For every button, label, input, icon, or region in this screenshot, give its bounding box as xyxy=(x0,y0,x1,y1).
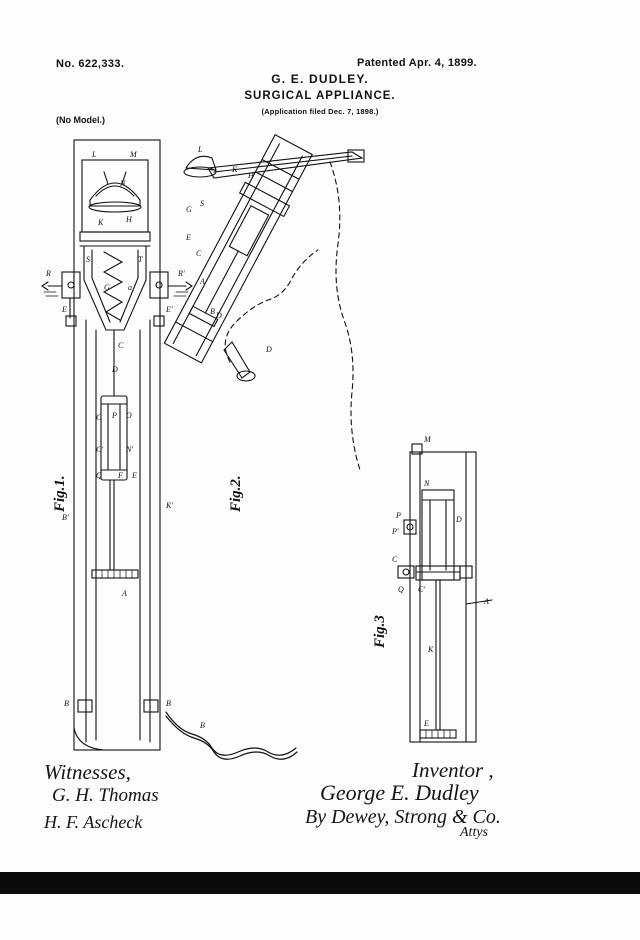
svg-text:N': N' xyxy=(126,445,134,454)
svg-text:N: N xyxy=(424,479,430,488)
witnesses-heading: Witnesses, xyxy=(44,760,131,784)
svg-text:a: a xyxy=(128,283,132,292)
svg-text:O: O xyxy=(126,411,132,420)
svg-text:G: G xyxy=(186,205,192,214)
patent-number: No. 622,333. xyxy=(56,58,125,70)
svg-text:Q: Q xyxy=(398,585,404,594)
svg-text:L: L xyxy=(92,150,97,159)
svg-text:E: E xyxy=(186,233,191,242)
svg-text:P: P xyxy=(112,411,117,420)
svg-text:G: G xyxy=(104,283,110,292)
svg-text:C: C xyxy=(96,413,102,422)
svg-text:B': B' xyxy=(62,513,69,522)
svg-text:T: T xyxy=(138,255,143,264)
svg-text:K: K xyxy=(428,645,434,654)
svg-text:C': C' xyxy=(418,585,426,594)
svg-text:C: C xyxy=(118,341,124,350)
svg-text:D: D xyxy=(216,311,222,320)
svg-text:D: D xyxy=(112,365,118,374)
svg-text:P: P xyxy=(396,511,401,520)
attorney-title: Attys xyxy=(460,825,488,840)
svg-text:A: A xyxy=(122,589,127,598)
svg-text:K: K xyxy=(232,165,238,174)
svg-text:C: C xyxy=(196,249,202,258)
svg-text:D: D xyxy=(456,515,462,524)
svg-text:E: E xyxy=(62,305,67,314)
svg-text:K: K xyxy=(98,218,104,227)
no-model-note: (No Model.) xyxy=(56,115,105,125)
svg-text:S: S xyxy=(86,255,90,264)
svg-text:H: H xyxy=(126,215,132,224)
svg-text:C: C xyxy=(392,555,398,564)
svg-text:H: H xyxy=(248,171,254,180)
svg-text:R': R' xyxy=(178,269,185,278)
svg-text:S: S xyxy=(200,199,204,208)
figure-3-drawing xyxy=(398,444,492,742)
page-footer-bar xyxy=(0,872,640,894)
svg-text:E': E' xyxy=(166,305,173,314)
svg-text:N: N xyxy=(120,179,126,188)
svg-text:P': P' xyxy=(392,527,399,536)
patent-date: Patented Apr. 4, 1899. xyxy=(357,57,477,69)
svg-text:B: B xyxy=(64,699,69,708)
svg-text:B: B xyxy=(210,307,215,316)
svg-text:R: R xyxy=(46,269,51,278)
inventor-name-header: G. E. DUDLEY. xyxy=(271,72,369,86)
figure-1-reference-letters xyxy=(45,150,205,730)
witness-signature-1: G. H. Thomas xyxy=(52,785,159,806)
svg-text:Q: Q xyxy=(96,471,102,480)
svg-text:D: D xyxy=(266,345,272,354)
figure-2-drawing xyxy=(161,133,364,470)
svg-text:K': K' xyxy=(166,501,174,510)
figure-3-label: Fig.3 xyxy=(372,615,388,648)
attorney-by-line: By Dewey, Strong & Co. xyxy=(305,806,501,828)
svg-text:E: E xyxy=(424,719,429,728)
patent-title: SURGICAL APPLIANCE. xyxy=(244,90,396,102)
svg-text:M: M xyxy=(130,150,137,159)
svg-text:M: M xyxy=(424,435,431,444)
figure-1-label: Fig.1. xyxy=(52,475,68,512)
figure-2-label: Fig.2. xyxy=(228,475,244,512)
svg-text:F: F xyxy=(118,471,123,480)
application-filed-line: (Application filed Dec. 7, 1898.) xyxy=(261,107,379,116)
svg-text:L: L xyxy=(198,145,203,154)
svg-text:B: B xyxy=(200,721,205,730)
svg-text:A: A xyxy=(484,597,489,606)
svg-text:A: A xyxy=(200,277,205,286)
svg-text:C': C' xyxy=(96,445,104,454)
witness-signature-2: H. F. Ascheck xyxy=(44,812,143,832)
inventor-heading: Inventor , xyxy=(412,758,494,782)
svg-text:B: B xyxy=(166,699,171,708)
inventor-signature: George E. Dudley xyxy=(320,780,479,805)
svg-text:E: E xyxy=(132,471,137,480)
